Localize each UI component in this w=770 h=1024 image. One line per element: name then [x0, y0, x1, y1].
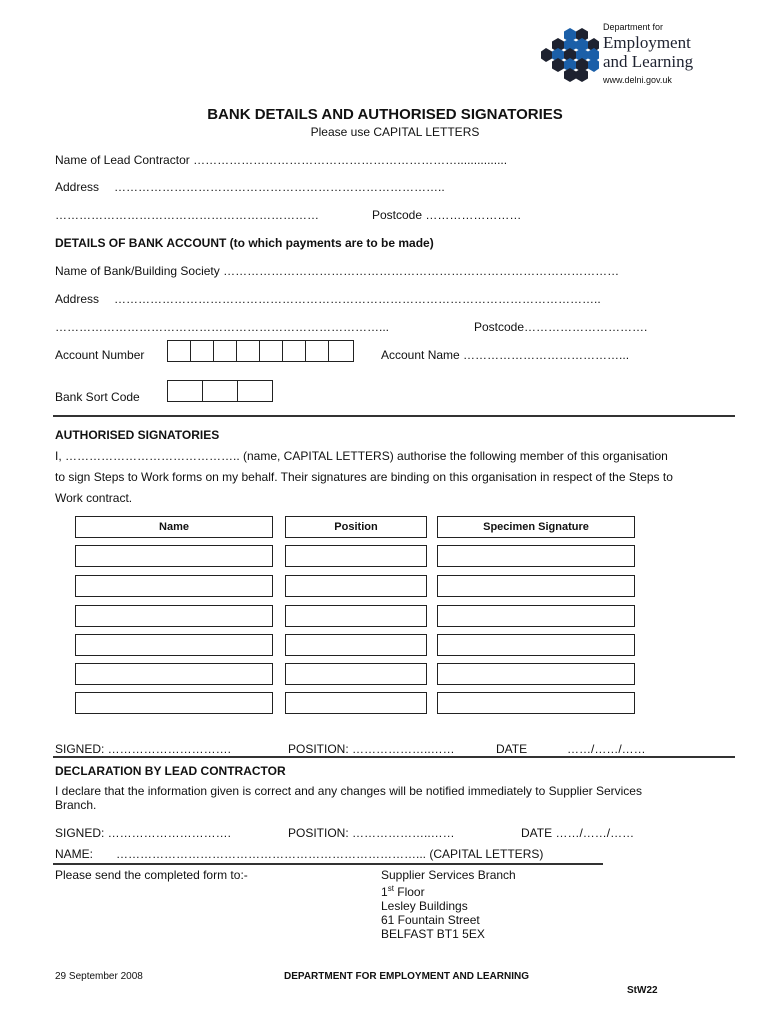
lead-contractor-field[interactable]: Name of Lead Contractor …………………………………………………………............... [55, 153, 508, 167]
section-divider [53, 756, 735, 758]
sort-code-label: Bank Sort Code [55, 390, 140, 404]
sort-code-boxes[interactable] [167, 380, 275, 402]
signatory-name-cell[interactable] [75, 575, 273, 597]
signatory-signature-cell[interactable] [437, 634, 635, 656]
account-digit-box[interactable] [305, 340, 329, 362]
signatories-date-label: DATE [496, 742, 528, 756]
department-logo [541, 22, 731, 92]
bank-postcode-field[interactable]: Postcode…………………………. [474, 320, 648, 334]
contractor-postcode-field[interactable]: Postcode …………………… [372, 208, 522, 222]
footer-form-code: StW22 [627, 985, 658, 996]
contractor-address-field[interactable]: ……………………………………………………………………….. [114, 180, 445, 194]
account-number-boxes[interactable] [167, 340, 355, 362]
account-digit-box[interactable] [259, 340, 283, 362]
contractor-address-label: Address [55, 180, 100, 194]
logo-line3: and Learning [603, 52, 694, 71]
address-line: Lesley Buildings [381, 899, 468, 913]
declaration-text-line2: Branch. [55, 798, 97, 812]
signatories-text-line2: to sign Steps to Work forms on my behalf. Their signatures are binding on this organisation in respect of the Steps to [55, 470, 673, 484]
signatory-name-cell[interactable] [75, 663, 273, 685]
address-line: 1st Floor [381, 884, 425, 899]
logo-url: www.delni.gov.uk [603, 75, 672, 85]
signatory-signature-cell[interactable] [437, 545, 635, 567]
signatory-signature-cell[interactable] [437, 605, 635, 627]
column-header-signature: Specimen Signature [437, 516, 635, 538]
column-header-name: Name [75, 516, 273, 538]
bank-address-line2[interactable]: ………………………………………………………………………... [55, 320, 390, 334]
signatory-position-cell[interactable] [285, 545, 427, 567]
account-digit-box[interactable] [213, 340, 237, 362]
signatories-heading: AUTHORISED SIGNATORIES [55, 428, 220, 442]
declaration-text-line1: I declare that the information given is correct and any changes will be notified immediately to Supplier Services [55, 784, 642, 798]
bank-address-field[interactable]: ………………………………………………………………………………………………………….. [114, 292, 601, 306]
signatory-signature-cell[interactable] [437, 692, 635, 714]
footer-date: 29 September 2008 [55, 971, 143, 982]
account-digit-box[interactable] [236, 340, 260, 362]
signatories-position-field[interactable]: POSITION: ………………..…… [288, 742, 455, 756]
signatory-name-cell[interactable] [75, 692, 273, 714]
declaration-position-field[interactable]: POSITION: ………………..…… [288, 826, 455, 840]
account-name-field[interactable]: Account Name …………………………………... [381, 348, 630, 362]
account-digit-box[interactable] [167, 340, 191, 362]
address-line: 61 Fountain Street [381, 913, 480, 927]
signatory-position-cell[interactable] [285, 575, 427, 597]
hexagon-cluster-icon [541, 26, 599, 88]
section-divider [53, 863, 603, 865]
signatories-text-line3: Work contract. [55, 491, 133, 505]
send-to-label: Please send the completed form to:- [55, 868, 248, 882]
declaration-name-field[interactable]: …………………………………………………………………... (CAPITAL LETTERS) [116, 847, 544, 861]
signatories-signed-field[interactable]: SIGNED: …………………………. [55, 742, 232, 756]
signatory-name-cell[interactable] [75, 605, 273, 627]
signatory-position-cell[interactable] [285, 692, 427, 714]
account-number-label: Account Number [55, 348, 145, 362]
signatory-name-cell[interactable] [75, 634, 273, 656]
declaration-signed-field[interactable]: SIGNED: …………………………. [55, 826, 232, 840]
section-divider [53, 415, 735, 417]
bank-section-heading: DETAILS OF BANK ACCOUNT (to which payments are to be made) [55, 236, 434, 250]
logo-line2: Employment [603, 33, 691, 52]
address-line: BELFAST BT1 5EX [381, 927, 485, 941]
declaration-heading: DECLARATION BY LEAD CONTRACTOR [55, 764, 286, 778]
footer-department: DEPARTMENT FOR EMPLOYMENT AND LEARNING [284, 971, 529, 982]
sort-code-box[interactable] [167, 380, 203, 402]
signatory-name-cell[interactable] [75, 545, 273, 567]
account-digit-box[interactable] [328, 340, 354, 362]
account-digit-box[interactable] [190, 340, 214, 362]
account-digit-box[interactable] [282, 340, 306, 362]
signatory-position-cell[interactable] [285, 605, 427, 627]
signatories-text-line1[interactable]: I, …………………………………….. (name, CAPITAL LETTERS) authorise the following member of this organisation [55, 449, 668, 463]
page-title: BANK DETAILS AND AUTHORISED SIGNATORIES [207, 106, 563, 123]
signatory-position-cell[interactable] [285, 634, 427, 656]
declaration-date-field[interactable]: DATE ……/……/…… [521, 826, 635, 840]
logo-line1: Department for [603, 22, 664, 32]
signatory-signature-cell[interactable] [437, 663, 635, 685]
signatories-date-field[interactable]: ……/……/…… [567, 742, 646, 756]
sort-code-box[interactable] [237, 380, 273, 402]
address-line: Supplier Services Branch [381, 868, 516, 882]
signatory-position-cell[interactable] [285, 663, 427, 685]
signatory-signature-cell[interactable] [437, 575, 635, 597]
sort-code-box[interactable] [202, 380, 238, 402]
page-subtitle: Please use CAPITAL LETTERS [310, 125, 480, 139]
declaration-name-label: NAME: [55, 847, 94, 861]
bank-address-label: Address [55, 292, 100, 306]
bank-name-field[interactable]: Name of Bank/Building Society ……………………………………………………………………………………… [55, 264, 620, 278]
column-header-position: Position [285, 516, 427, 538]
postal-address [381, 868, 516, 941]
contractor-address-line2[interactable]: ………………………………………………………… [55, 208, 319, 222]
